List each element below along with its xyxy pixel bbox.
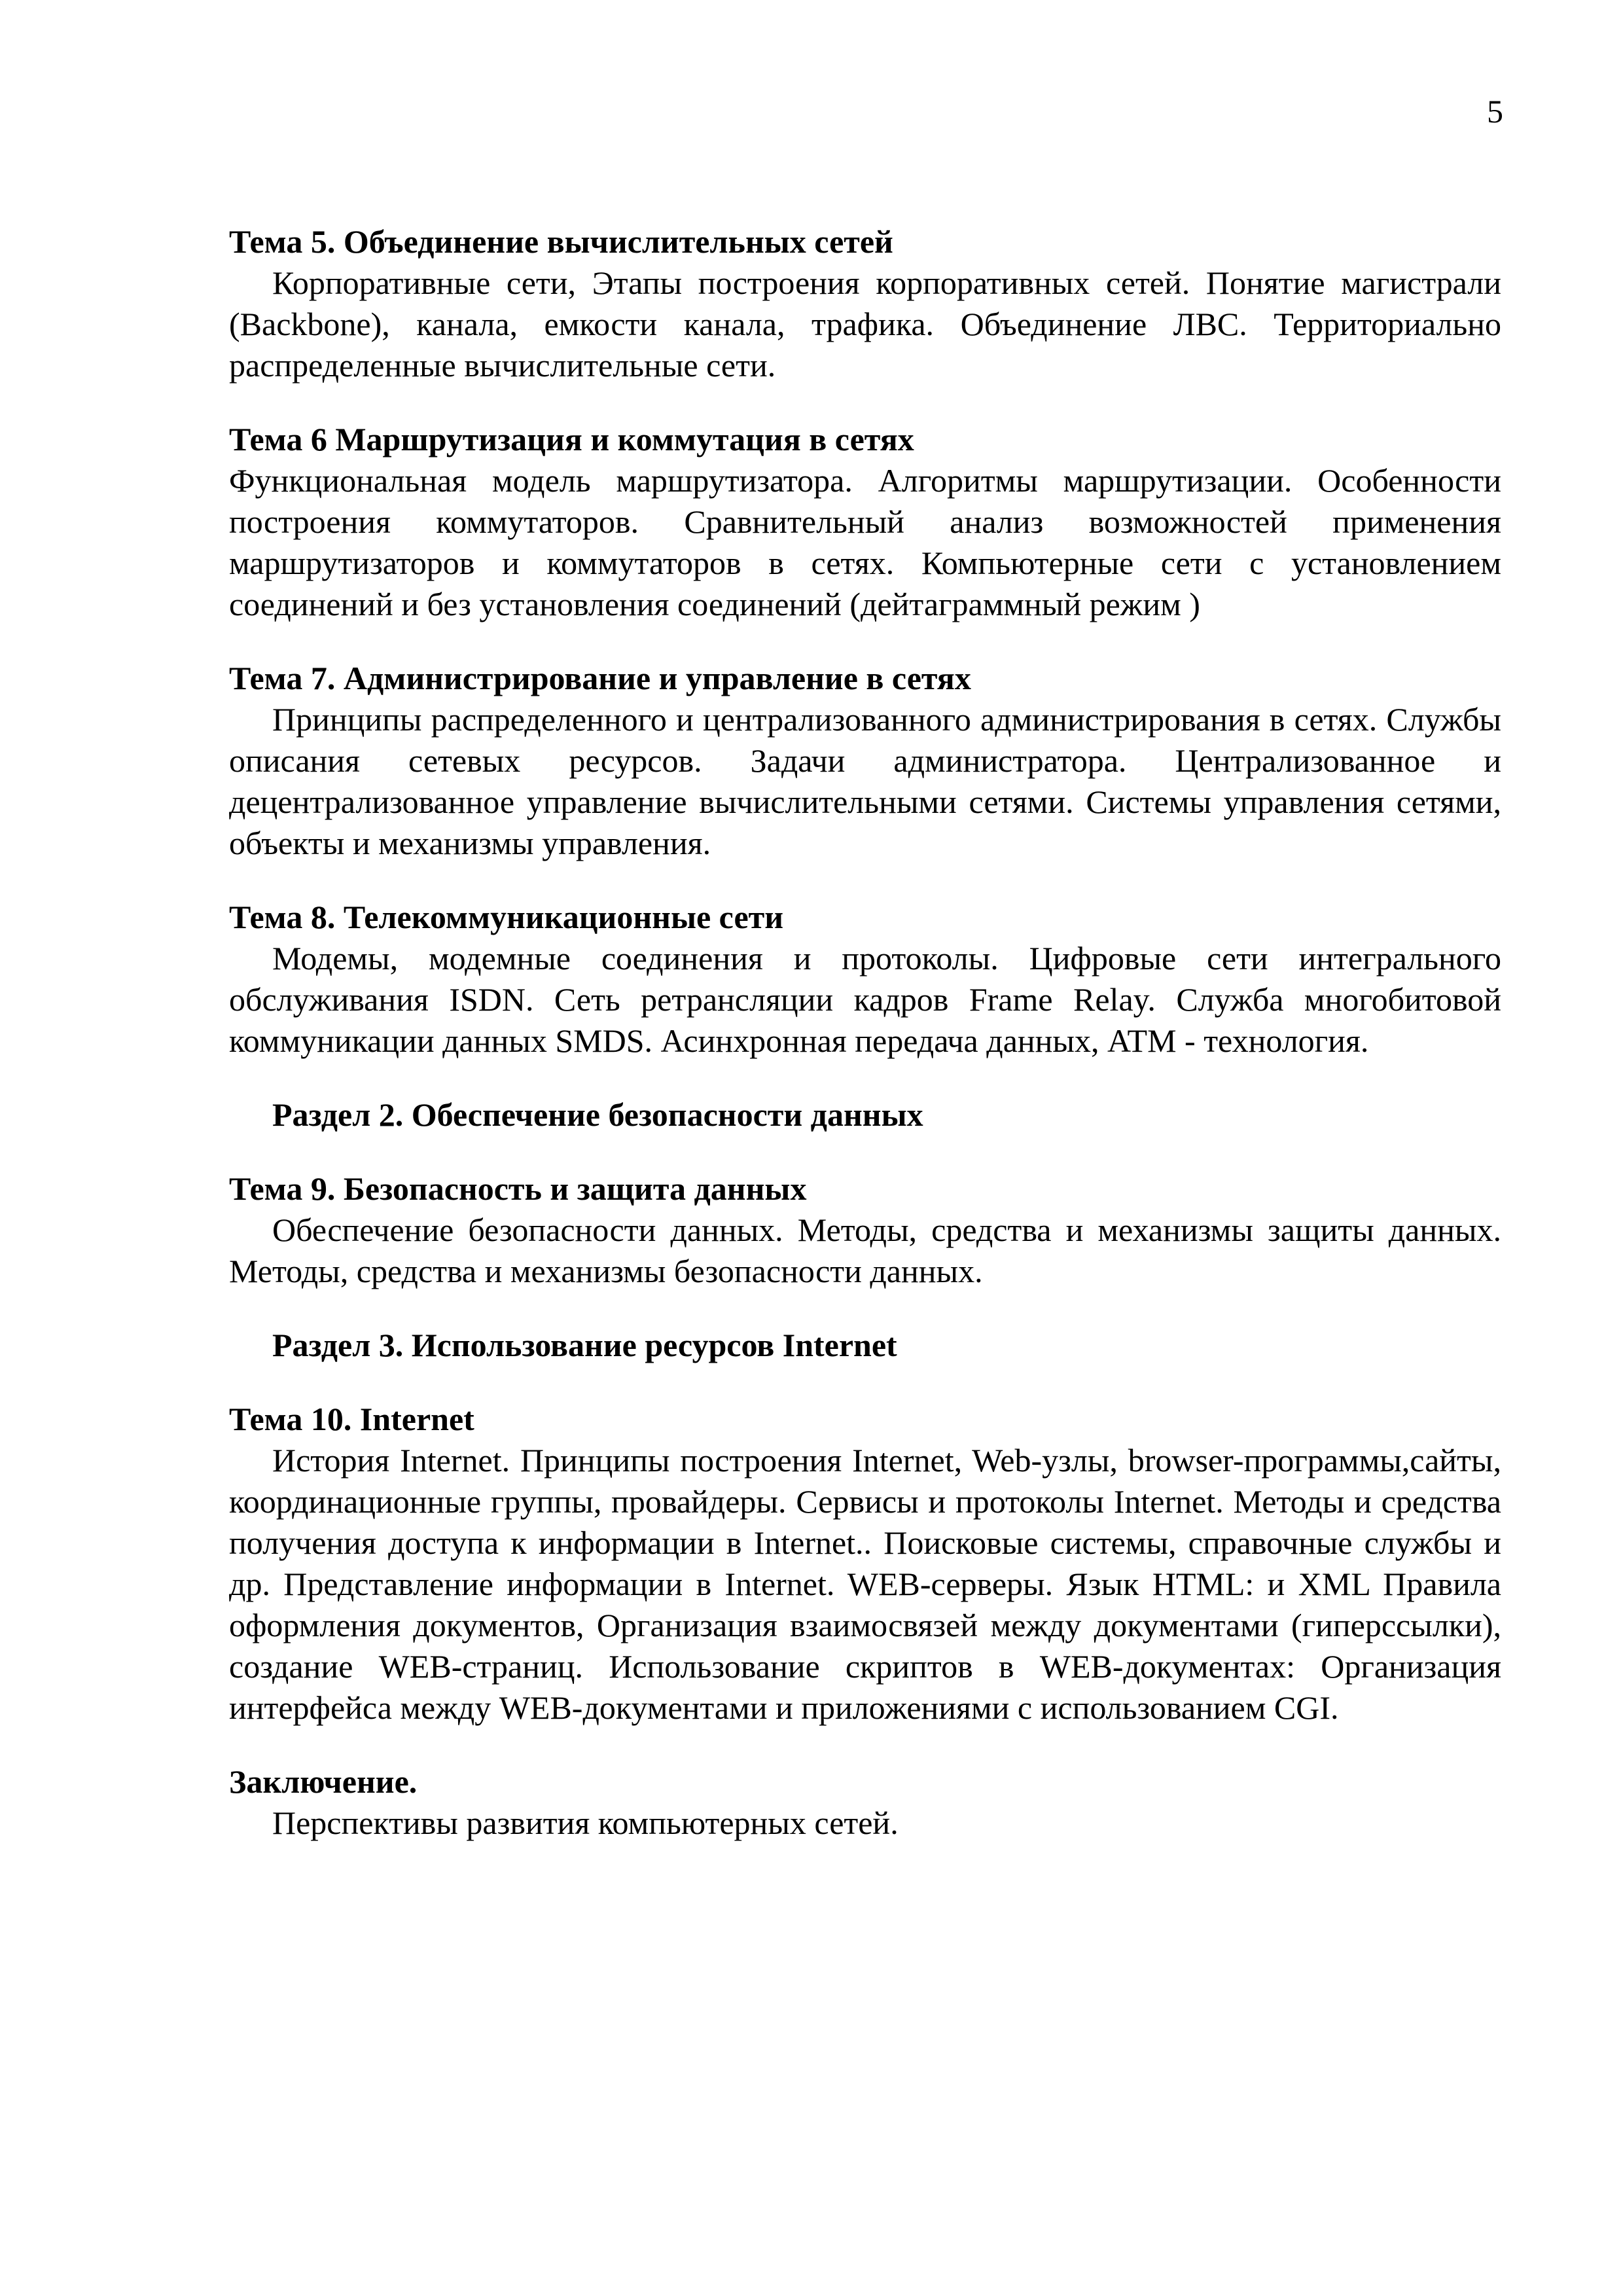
topic-9-section <box>229 1168 1501 1292</box>
razdel-2-heading: Раздел 2. Обеспечение безопасности данных <box>272 1096 923 1133</box>
topic-6-paragraph: Функциональная модель маршрутизатора. Алгоритмы маршрутизации. Особенности построения коммутаторов. Сравнительный анализ возможностей применения маршрутизаторов и коммутаторов в сетях. Компьютерные сети с установлением соединений и без установления соединений (дейтаграммный режим ) <box>229 462 1501 622</box>
topic-7-heading: Тема 7. Администрирование и управление в сетях <box>229 660 971 696</box>
topic-5-section <box>229 221 1501 386</box>
topic-10-paragraph: История Internet. Принципы построения Internet, Web-узлы, browser-программы,сайты, координационные группы, провайдеры. Сервисы и протоколы Internet. Методы и средства получения доступа к информации в Internet.. Поисковые системы, справочные службы и др. Представление информации в Internet. WEB-серверы. Язык HTML: и XML Правила оформления документов, Организация взаимосвязей между документами (гиперссылки), создание WEB-страниц. Использование скриптов в WEB-документах: Организация интерфейса между WEB-документами и приложениями с использованием CGI. <box>229 1442 1501 1726</box>
topic-7-section <box>229 658 1501 864</box>
topic-5-heading: Тема 5. Объединение вычислительных сетей <box>229 223 893 260</box>
topic-5-paragraph: Корпоративные сети, Этапы построения корпоративных сетей. Понятие магистрали (Backbone), канала, емкости канала, трафика. Объединение ЛВС. Территориально распределенные вычислительные сети. <box>229 264 1501 384</box>
topic-8-section <box>229 897 1501 1062</box>
page-number: 5 <box>1487 93 1503 130</box>
topic-8-paragraph: Модемы, модемные соединения и протоколы. Цифровые сети интегрального обслуживания ISDN. Сеть ретрансляции кадров Frame Relay. Служба многобитовой коммуникации данных SMDS. Асинхронная передача данных, ATM - технология. <box>229 940 1501 1059</box>
topic-9-paragraph: Обеспечение безопасности данных. Методы, средства и механизмы защиты данных. Методы, средства и механизмы безопасности данных. <box>229 1211 1501 1289</box>
topic-7-paragraph: Принципы распределенного и централизованного администрирования в сетях. Службы описания сетевых ресурсов. Задачи администратора. Централизованное и децентрализованное управление вычислительными сетями. Системы управления сетями, объекты и механизмы управления. <box>229 701 1501 861</box>
topic-6-heading: Тема 6 Маршрутизация и коммутация в сетях <box>229 421 914 457</box>
topic-9-heading: Тема 9. Безопасность и защита данных <box>229 1170 807 1207</box>
conclusion-heading: Заключение. <box>229 1763 418 1800</box>
razdel-3-heading: Раздел 3. Использование ресурсов Internet <box>272 1327 897 1363</box>
topic-10-section <box>229 1399 1501 1729</box>
conclusion-section <box>229 1761 1501 1844</box>
topic-10-heading: Тема 10. Internet <box>229 1401 474 1437</box>
page-content <box>229 221 1501 1876</box>
topic-8-heading: Тема 8. Телекоммуникационные сети <box>229 899 784 935</box>
conclusion-paragraph: Перспективы развития компьютерных сетей. <box>272 1804 899 1841</box>
topic-6-section <box>229 419 1501 625</box>
